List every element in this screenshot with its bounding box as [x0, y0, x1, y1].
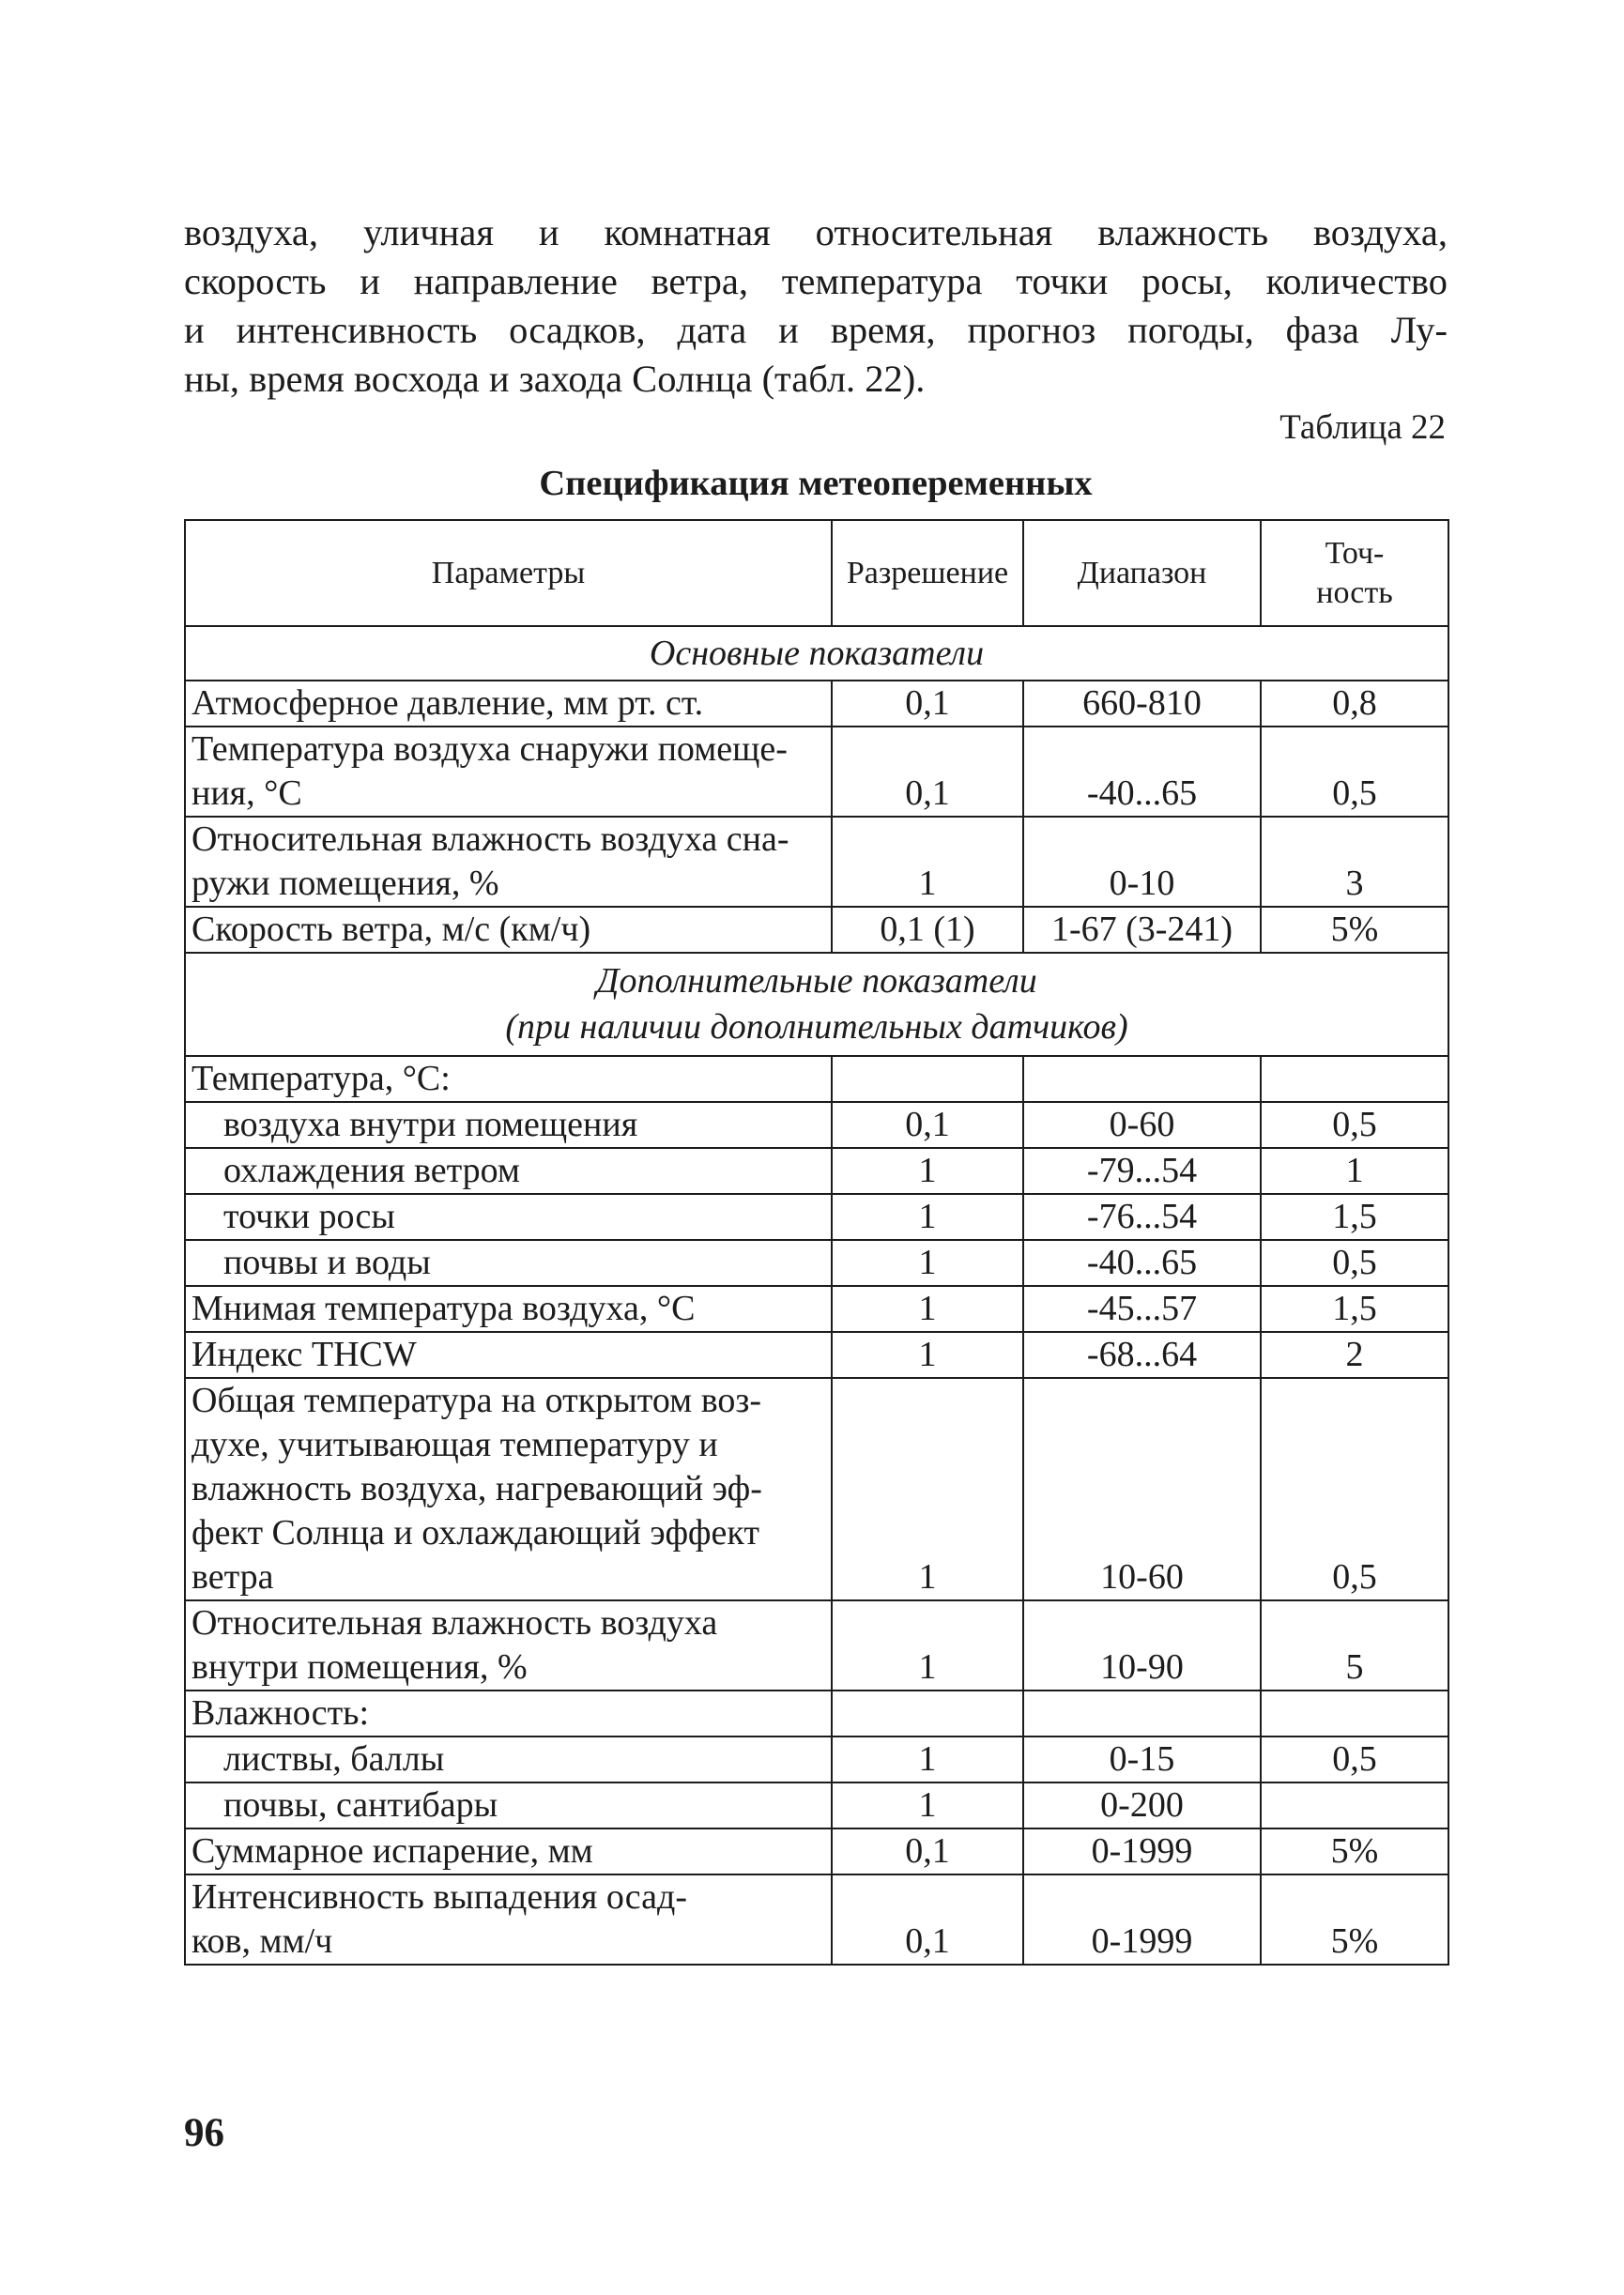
accuracy-cell: 0,5 [1261, 1737, 1448, 1782]
resolution-cell: 1 [832, 1148, 1023, 1194]
intro-line: воздуха, уличная и комнатная относительная влажность воздуха, [184, 211, 1448, 253]
accuracy-cell: 5% [1261, 907, 1448, 953]
section-additional-line2: (при наличии дополнительных датчиков) [505, 1007, 1128, 1047]
header-resolution: Разрешение [832, 520, 1023, 626]
accuracy-cell: 1,5 [1261, 1286, 1448, 1332]
accuracy-cell [1261, 1782, 1448, 1828]
group-label-humidity: Влажность: [185, 1691, 832, 1737]
accuracy-cell: 0,5 [1261, 727, 1448, 817]
param-cell: точки росы [185, 1194, 832, 1240]
param-cell: Суммарное испарение, мм [185, 1828, 832, 1874]
empty-cell [832, 1056, 1023, 1102]
param-cell: Атмосферное давление, мм рт. ст. [185, 681, 832, 727]
param-line: Относительная влажность воздуха [192, 1603, 718, 1643]
range-cell: 0-15 [1023, 1737, 1261, 1782]
table-header-row [185, 520, 1448, 626]
section-additional-line1: Дополнительные показатели [596, 961, 1037, 1001]
accuracy-cell: 0,5 [1261, 1378, 1448, 1600]
range-cell: 0-60 [1023, 1102, 1261, 1148]
param-cell [185, 1600, 832, 1691]
param-line: влажность воздуха, нагревающий эф- [192, 1469, 762, 1508]
header-accuracy-line1: Точ- [1325, 535, 1385, 571]
intro-line: и интенсивность осадков, дата и время, прогноз погоды, фаза Лу- [184, 309, 1448, 351]
param-line: Относительная влажность воздуха сна- [192, 819, 789, 859]
header-range: Диапазон [1023, 520, 1261, 626]
resolution-cell: 0,1 (1) [832, 907, 1023, 953]
table-row [185, 1240, 1448, 1286]
param-cell [185, 727, 832, 817]
resolution-cell: 0,1 [832, 1874, 1023, 1965]
empty-cell [832, 1691, 1023, 1737]
table-row [185, 727, 1448, 817]
empty-cell [1261, 1056, 1448, 1102]
intro-line: ны, время восхода и захода Солнца (табл. 22). [184, 358, 926, 400]
resolution-cell: 1 [832, 1332, 1023, 1378]
param-line: Общая температура на открытом воз- [192, 1381, 762, 1420]
resolution-cell: 1 [832, 1782, 1023, 1828]
table-row [185, 1378, 1448, 1600]
param-cell: Скорость ветра, м/с (км/ч) [185, 907, 832, 953]
accuracy-cell: 2 [1261, 1332, 1448, 1378]
param-cell: почвы и воды [185, 1240, 832, 1286]
resolution-cell: 0,1 [832, 727, 1023, 817]
table-row [185, 681, 1448, 727]
spec-table [184, 519, 1449, 1966]
section-row-main [185, 626, 1448, 681]
range-cell: 0-10 [1023, 817, 1261, 907]
param-cell [185, 1874, 832, 1965]
accuracy-cell: 1 [1261, 1148, 1448, 1194]
table-row [185, 1828, 1448, 1874]
resolution-cell: 1 [832, 1194, 1023, 1240]
range-cell: -79...54 [1023, 1148, 1261, 1194]
resolution-cell: 1 [832, 1600, 1023, 1691]
range-cell: -40...65 [1023, 1240, 1261, 1286]
header-accuracy-line2: ность [1316, 574, 1393, 610]
accuracy-cell: 0,5 [1261, 1240, 1448, 1286]
empty-cell [1023, 1056, 1261, 1102]
param-cell [185, 1378, 832, 1600]
param-line: ков, мм/ч [192, 1921, 333, 1961]
accuracy-cell: 0,8 [1261, 681, 1448, 727]
table-row [185, 1691, 1448, 1737]
range-cell: -45...57 [1023, 1286, 1261, 1332]
table-row [185, 1782, 1448, 1828]
intro-paragraph [184, 208, 1448, 404]
section-row-additional [185, 953, 1448, 1056]
range-cell: 10-90 [1023, 1600, 1261, 1691]
resolution-cell: 1 [832, 1378, 1023, 1600]
range-cell: 0-200 [1023, 1782, 1261, 1828]
range-cell: 10-60 [1023, 1378, 1261, 1600]
param-line: Интенсивность выпадения осад- [192, 1877, 687, 1917]
accuracy-cell: 5 [1261, 1600, 1448, 1691]
resolution-cell: 0,1 [832, 681, 1023, 727]
param-line: ния, °С [192, 773, 302, 813]
table-row [185, 1286, 1448, 1332]
range-cell: 1-67 (3-241) [1023, 907, 1261, 953]
table-row [185, 907, 1448, 953]
param-cell: Мнимая температура воздуха, °С [185, 1286, 832, 1332]
resolution-cell: 0,1 [832, 1828, 1023, 1874]
accuracy-cell: 5% [1261, 1828, 1448, 1874]
accuracy-cell: 1,5 [1261, 1194, 1448, 1240]
resolution-cell: 1 [832, 1240, 1023, 1286]
param-cell: почвы, сантибары [185, 1782, 832, 1828]
param-cell [185, 817, 832, 907]
param-cell: воздуха внутри помещения [185, 1102, 832, 1148]
header-accuracy [1261, 520, 1448, 626]
accuracy-cell: 0,5 [1261, 1102, 1448, 1148]
param-line: внутри помещения, % [192, 1647, 528, 1687]
header-param: Параметры [185, 520, 832, 626]
range-cell: 0-1999 [1023, 1874, 1261, 1965]
table-row [185, 1332, 1448, 1378]
param-cell: охлаждения ветром [185, 1148, 832, 1194]
resolution-cell: 1 [832, 817, 1023, 907]
table-row [185, 1194, 1448, 1240]
table-row [185, 1056, 1448, 1102]
section-additional-title [185, 953, 1448, 1056]
range-cell: -76...54 [1023, 1194, 1261, 1240]
table-row [185, 1874, 1448, 1965]
intro-line: скорость и направление ветра, температура точки росы, количество [184, 260, 1448, 302]
param-line: Температура воздуха снаружи помеще- [192, 729, 788, 769]
table-row [185, 1148, 1448, 1194]
param-cell: Индекс THCW [185, 1332, 832, 1378]
group-label-temperature: Температура, °С: [185, 1056, 832, 1102]
range-cell: -68...64 [1023, 1332, 1261, 1378]
range-cell: 0-1999 [1023, 1828, 1261, 1874]
empty-cell [1023, 1691, 1261, 1737]
param-line: духе, учитывающая температуру и [192, 1425, 718, 1464]
resolution-cell: 0,1 [832, 1102, 1023, 1148]
range-cell: 660-810 [1023, 681, 1261, 727]
page-number: 96 [184, 2111, 224, 2155]
table-number: Таблица 22 [1279, 408, 1446, 447]
resolution-cell: 1 [832, 1286, 1023, 1332]
empty-cell [1261, 1691, 1448, 1737]
accuracy-cell: 3 [1261, 817, 1448, 907]
section-main-title: Основные показатели [185, 626, 1448, 681]
table-row [185, 1737, 1448, 1782]
range-cell: -40...65 [1023, 727, 1261, 817]
accuracy-cell: 5% [1261, 1874, 1448, 1965]
table-row [185, 1102, 1448, 1148]
table-row [185, 1600, 1448, 1691]
param-line: фект Солнца и охлаждающий эффект [192, 1513, 759, 1553]
param-line: ружи помещения, % [192, 864, 499, 903]
param-cell: листвы, баллы [185, 1737, 832, 1782]
table-title: Спецификация метеопеременных [539, 464, 1093, 503]
table-row [185, 817, 1448, 907]
param-line: ветра [192, 1557, 274, 1597]
resolution-cell: 1 [832, 1737, 1023, 1782]
